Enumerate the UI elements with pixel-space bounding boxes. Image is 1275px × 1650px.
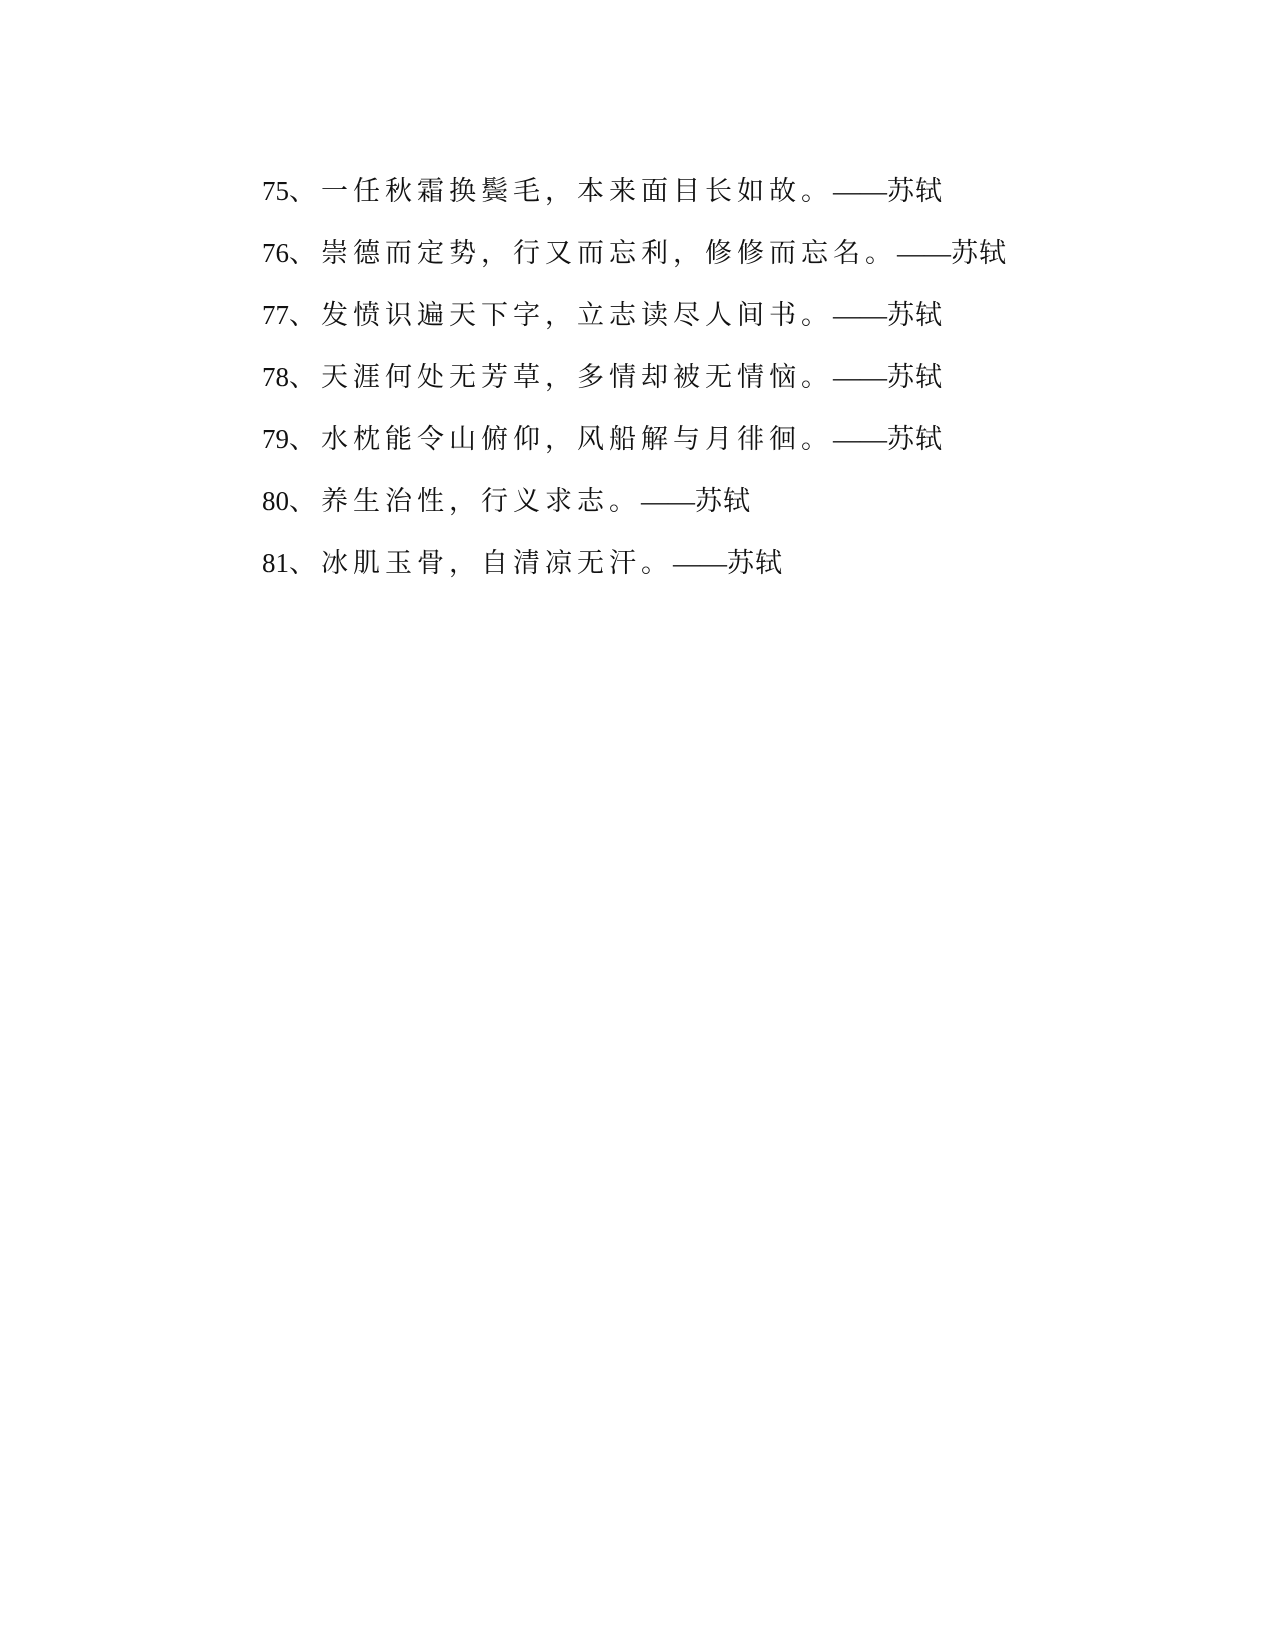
quote-number: 81 [262, 548, 289, 578]
quote-number: 75 [262, 176, 289, 206]
quote-dash: —— [641, 486, 695, 516]
quote-author: 苏轼 [887, 362, 943, 392]
quote-item [262, 470, 1007, 532]
quote-separator: 、 [289, 362, 321, 392]
quote-dash: —— [897, 238, 951, 268]
quote-dash: —— [833, 300, 887, 330]
quote-number: 76 [262, 238, 289, 268]
quote-dash: —— [833, 362, 887, 392]
quote-separator: 、 [289, 238, 321, 268]
quote-text: 一任秋霜换鬓毛，本来面目长如故。 [321, 176, 833, 206]
quote-author: 苏轼 [887, 300, 943, 330]
quote-separator: 、 [289, 300, 321, 330]
quote-item [262, 408, 1007, 470]
quote-item [262, 222, 1007, 284]
quote-author: 苏轼 [887, 424, 943, 454]
quote-text: 发愤识遍天下字，立志读尽人间书。 [321, 300, 833, 330]
quote-number: 80 [262, 486, 289, 516]
quote-separator: 、 [289, 176, 321, 206]
quote-number: 78 [262, 362, 289, 392]
quote-text: 水枕能令山俯仰，风船解与月徘徊。 [321, 424, 833, 454]
quote-dash: —— [833, 424, 887, 454]
quote-author: 苏轼 [695, 486, 751, 516]
quote-separator: 、 [289, 548, 321, 578]
quote-text: 天涯何处无芳草，多情却被无情恼。 [321, 362, 833, 392]
quote-item [262, 284, 1007, 346]
quote-dash: —— [833, 176, 887, 206]
quote-text: 崇德而定势，行又而忘利，修修而忘名。 [321, 238, 897, 268]
quote-author: 苏轼 [951, 238, 1007, 268]
quote-separator: 、 [289, 424, 321, 454]
quote-item [262, 160, 1007, 222]
quote-list [262, 160, 1007, 594]
quote-author: 苏轼 [887, 176, 943, 206]
quote-author: 苏轼 [727, 548, 783, 578]
quote-text: 冰肌玉骨，自清凉无汗。 [321, 548, 673, 578]
quote-item [262, 532, 1007, 594]
quote-separator: 、 [289, 486, 321, 516]
quote-dash: —— [673, 548, 727, 578]
quote-number: 79 [262, 424, 289, 454]
quote-item [262, 346, 1007, 408]
quote-number: 77 [262, 300, 289, 330]
quote-text: 养生治性，行义求志。 [321, 486, 641, 516]
